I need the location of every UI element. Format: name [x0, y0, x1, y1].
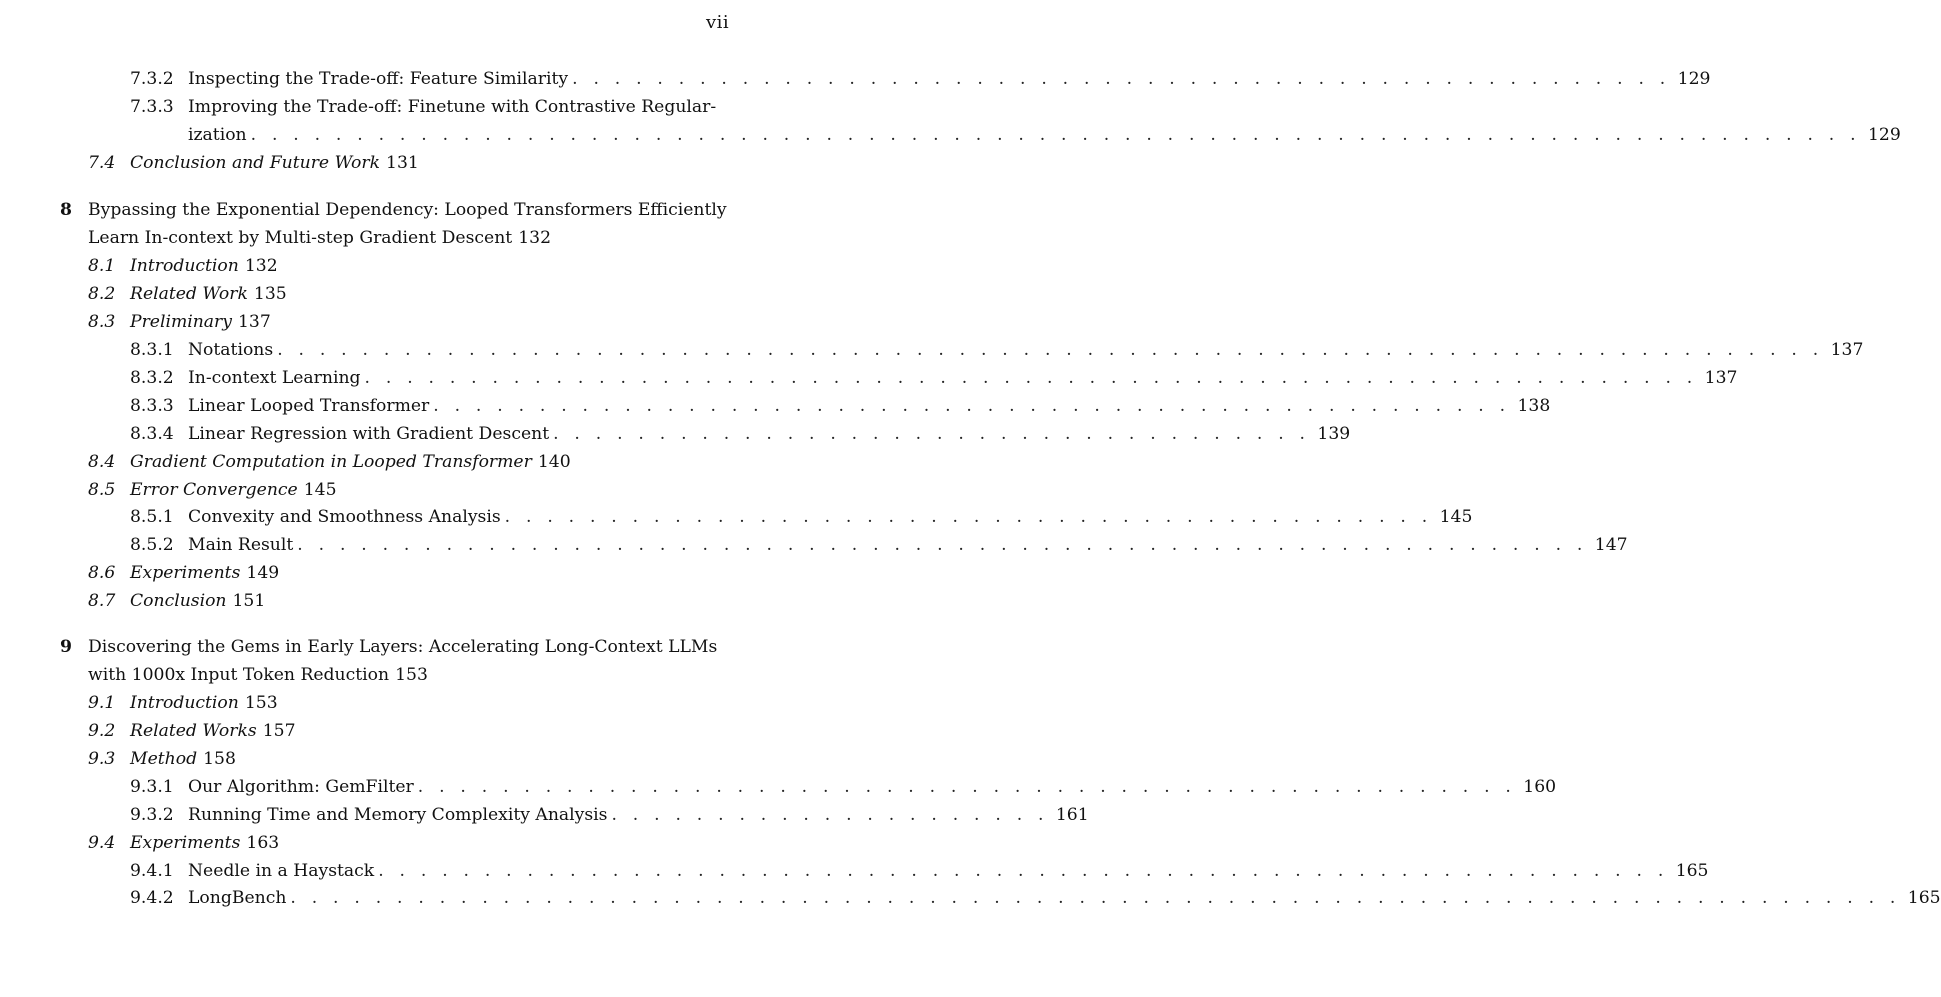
- entry-number: 8.5.2: [130, 535, 174, 555]
- entry-number: 9.3.1: [130, 777, 174, 797]
- chapter-number: 8: [60, 200, 72, 220]
- dot-leader: . . . . . . . . . . . . . . . . . . . . . . . . . . . . . . . . . . . . . . . . . . . . . . . . . . .: [433, 396, 1511, 416]
- toc-entry-9-3-1[interactable]: [130, 774, 1557, 800]
- entry-page: 165: [1907, 888, 1941, 908]
- chapter-page: 132: [518, 228, 552, 248]
- entry-page: 151: [232, 591, 266, 611]
- entry-page: 145: [1439, 507, 1473, 527]
- entry-page: 160: [1523, 777, 1557, 797]
- toc-chapter-9-cont[interactable]: [60, 662, 700, 688]
- entry-number: 8.5.1: [130, 507, 174, 527]
- entry-title: Gradient Computation in Looped Transformer: [130, 452, 532, 472]
- entry-number: 9.2: [88, 721, 116, 741]
- entry-page: 138: [1517, 396, 1551, 416]
- entry-number: 8.3.2: [130, 368, 174, 388]
- chapter-title: Discovering the Gems in Early Layers: Accelerating Long-Context LLMs: [88, 637, 718, 657]
- toc-entry-9-3-2[interactable]: [130, 802, 1089, 828]
- entry-number: 9.4: [88, 833, 116, 853]
- entry-number: 8.2: [88, 284, 116, 304]
- toc-entry-8-2[interactable]: [88, 281, 287, 307]
- entry-number: 9.3: [88, 749, 116, 769]
- entry-title: Related Works: [130, 721, 257, 741]
- toc-chapter-8[interactable]: [60, 197, 727, 223]
- toc-entry-8-1[interactable]: [88, 253, 278, 279]
- entry-title: Convexity and Smoothness Analysis: [188, 507, 501, 527]
- entry-title: Conclusion and Future Work: [130, 153, 381, 173]
- chapter-page: 153: [395, 665, 428, 685]
- toc-entry-9-4-2[interactable]: [130, 885, 1941, 911]
- toc-entry-8-5-1[interactable]: [130, 504, 1473, 530]
- entry-page: 131: [386, 153, 419, 173]
- entry-title: Method: [130, 749, 198, 769]
- toc-entry-9-4[interactable]: [88, 830, 279, 856]
- toc-entry-8-3-1[interactable]: [130, 337, 1864, 363]
- toc-entry-7-3-2[interactable]: [130, 66, 1711, 92]
- entry-number: 8.5: [88, 480, 116, 500]
- toc-entry-9-4-1[interactable]: [130, 858, 1709, 884]
- entry-number: 8.3.3: [130, 396, 174, 416]
- toc-entry-7-3-3[interactable]: [130, 94, 728, 120]
- entry-page: 145: [303, 480, 337, 500]
- entry-number: 7.3.2: [130, 69, 174, 89]
- entry-number: 9.4.2: [130, 888, 174, 908]
- chapter-title: Bypassing the Exponential Dependency: Looped Transformers Efficiently: [88, 200, 727, 220]
- entry-number: 9.1: [88, 693, 116, 713]
- chapter-number: 9: [60, 637, 72, 657]
- entry-title: Main Result: [188, 535, 294, 555]
- entry-page: 129: [1677, 69, 1711, 89]
- entry-title: LongBench: [188, 888, 287, 908]
- dot-leader: . . . . . . . . . . . . . . . . . . . . . . . . . . . . . . . . . . . . . . . . . . . . . . . . . . . .: [417, 777, 1517, 797]
- entry-page: 135: [253, 284, 287, 304]
- entry-title: Introduction: [130, 256, 239, 276]
- toc-entry-8-4[interactable]: [88, 449, 571, 475]
- toc-entry-9-1[interactable]: [88, 690, 278, 716]
- entry-title: Experiments: [130, 833, 241, 853]
- entry-title: Introduction: [130, 693, 239, 713]
- entry-title: Linear Regression with Gradient Descent: [188, 424, 550, 444]
- entry-number: 7.4: [88, 153, 116, 173]
- entry-page: 153: [244, 693, 278, 713]
- entry-number: 8.4: [88, 452, 116, 472]
- entry-title: Running Time and Memory Complexity Analysis: [188, 805, 608, 825]
- entry-title: Improving the Trade-off: Finetune with Contrastive Regular-: [188, 97, 717, 117]
- toc-chapter-8-cont[interactable]: [60, 225, 700, 251]
- dot-leader: . . . . . . . . . . . . . . . . . . . . . . . . . . . . . . . . . . . . . . . . . . . . . . . . . . . . . . . . . . . . . . . . . . . . . . . . .: [277, 340, 1824, 360]
- entry-page: 158: [203, 749, 236, 769]
- entry-number: 8.3.1: [130, 340, 174, 360]
- entry-title: Our Algorithm: GemFilter: [188, 777, 414, 797]
- entry-page: 129: [1868, 125, 1901, 145]
- dot-leader: . . . . . . . . . . . . . . . . . . . . . . . . . . . . . . . . . . . . . . . . . . . . . . . . . . . . . . . . . . . . .: [378, 861, 1669, 881]
- entry-title: Needle in a Haystack: [188, 861, 375, 881]
- page-number: vii: [706, 12, 730, 33]
- entry-number: 9.3.2: [130, 805, 174, 825]
- entry-page: 161: [1055, 805, 1089, 825]
- entry-page: 137: [1830, 340, 1864, 360]
- toc-entry-8-7[interactable]: [88, 588, 265, 614]
- toc-entry-7-3-3-cont[interactable]: [130, 122, 1901, 148]
- entry-title: Linear Looped Transformer: [188, 396, 430, 416]
- toc-entry-8-3-4[interactable]: [130, 421, 1351, 447]
- entry-title: Notations: [188, 340, 274, 360]
- entry-page: 147: [1594, 535, 1628, 555]
- entry-page: 132: [244, 256, 278, 276]
- entry-page: 163: [246, 833, 280, 853]
- chapter-title: with 1000x Input Token Reduction: [88, 665, 390, 685]
- entry-title: In-context Learning: [188, 368, 361, 388]
- entry-page: 165: [1675, 861, 1709, 881]
- entry-page: 140: [537, 452, 571, 472]
- dot-leader: . . . . . . . . . . . . . . . . . . . . . . . . . . . . . . . . . . . . . . . . . . . . . . . . . . . .: [572, 69, 1671, 89]
- toc-entry-8-3[interactable]: [88, 309, 271, 335]
- toc-entry-8-3-3[interactable]: [130, 393, 1551, 419]
- entry-number: 8.3.4: [130, 424, 174, 444]
- toc-entry-9-2[interactable]: [88, 718, 296, 744]
- toc-entry-9-3[interactable]: [88, 746, 236, 772]
- chapter-title: Learn In-context by Multi-step Gradient Descent: [88, 228, 513, 248]
- entry-number: 8.3: [88, 312, 116, 332]
- entry-title: Related Work: [130, 284, 248, 304]
- entry-title: Experiments: [130, 563, 241, 583]
- dot-leader: . . . . . . . . . . . . . . . . . . . . . . . . . . . . . . . . . . . .: [553, 424, 1311, 444]
- toc-entry-8-5-2[interactable]: [130, 532, 1628, 558]
- entry-title: ization: [188, 125, 247, 145]
- entry-number: 8.1: [88, 256, 116, 276]
- toc-entry-8-5[interactable]: [88, 477, 337, 503]
- dot-leader: . . . . . . . . . . . . . . . . . . . . . . . . . . . . . . . . . . . . . . . . . . . . . . . . . . . . . . . . . . . . . . . . . . . . . . . . . . . .: [290, 888, 1901, 908]
- toc-entry-8-3-2[interactable]: [130, 365, 1738, 391]
- entry-title: Inspecting the Trade-off: Feature Similarity: [188, 69, 569, 89]
- entry-number: 8.7: [88, 591, 116, 611]
- dot-leader: . . . . . . . . . . . . . . . . . . . . . . . . . . . . . . . . . . . . . . . . . . . . . . . . . . . . . . . . . . . . .: [297, 535, 1588, 555]
- toc-chapter-9[interactable]: [60, 634, 718, 660]
- dot-leader: . . . . . . . . . . . . . . . . . . . . . . . . . . . . . . . . . . . . . . . . . . . . . . . . . . . . . . . . . . . . . . . . . . . . . . . . . . . .: [250, 125, 1861, 145]
- entry-page: 137: [1704, 368, 1738, 388]
- entry-title: Preliminary: [130, 312, 232, 332]
- dot-leader: . . . . . . . . . . . . . . . . . . . . . . . . . . . . . . . . . . . . . . . . . . . .: [504, 507, 1433, 527]
- entry-number: 9.4.1: [130, 861, 174, 881]
- entry-number: 8.6: [88, 563, 116, 583]
- dot-leader: . . . . . . . . . . . . . . . . . . . . . . . . . . . . . . . . . . . . . . . . . . . . . . . . . . . . . . . . . . . . . . .: [364, 368, 1698, 388]
- toc-entry-8-6[interactable]: [88, 560, 279, 586]
- entry-title: Conclusion: [130, 591, 227, 611]
- toc-entry-7-4[interactable]: [88, 150, 419, 176]
- entry-page: 137: [237, 312, 271, 332]
- entry-number: 7.3.3: [130, 97, 174, 117]
- entry-page: 157: [262, 721, 296, 741]
- entry-title: Error Convergence: [130, 480, 298, 500]
- entry-page: 139: [1317, 424, 1351, 444]
- dot-leader: . . . . . . . . . . . . . . . . . . . . .: [611, 805, 1049, 825]
- entry-page: 149: [246, 563, 280, 583]
